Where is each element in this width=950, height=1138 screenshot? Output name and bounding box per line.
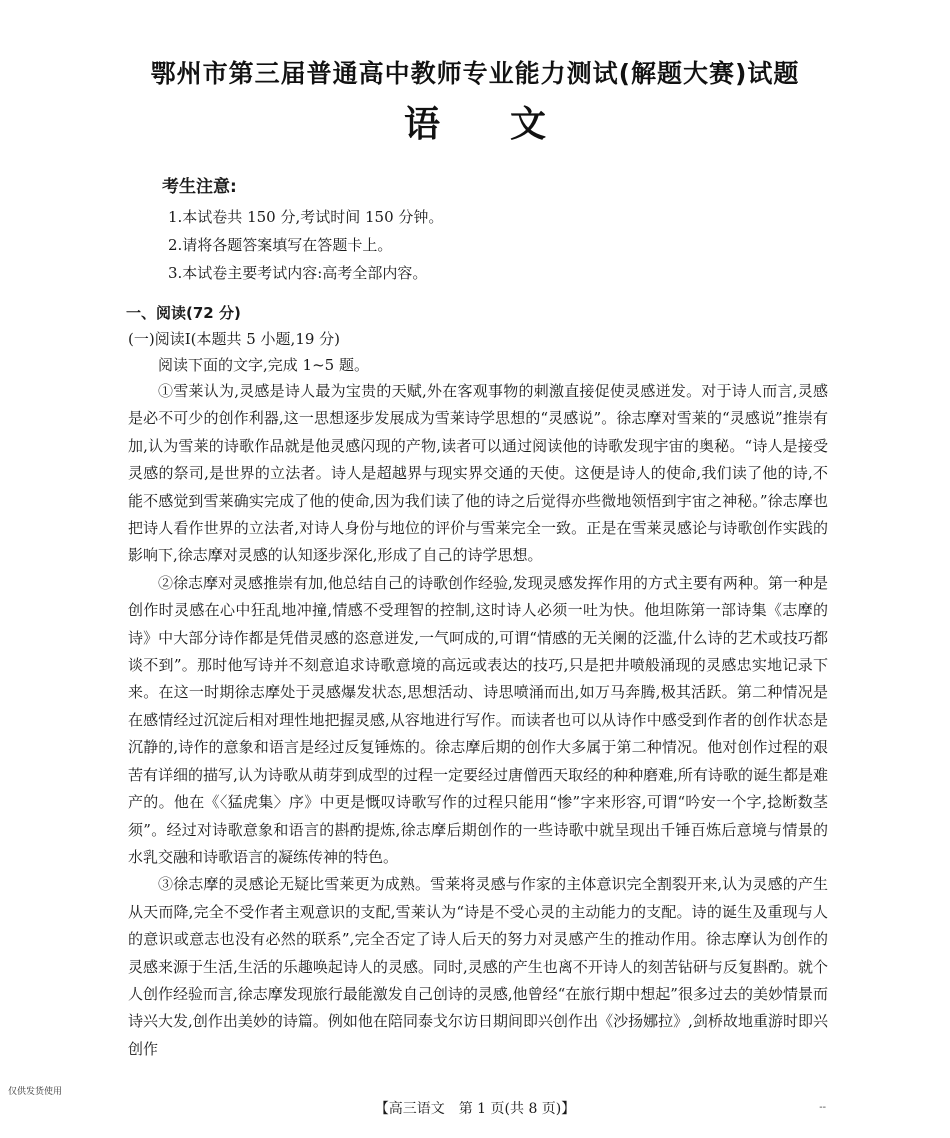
side-note: 仅供发货使用	[8, 1087, 63, 1097]
notice-item: 1.本试卷共 150 分,考试时间 150 分钟。	[168, 208, 444, 226]
subsection-title: (一)阅读Ⅰ(本题共 5 小题,19 分)	[128, 330, 341, 348]
passage-paragraph-2: ②徐志摩对灵感推崇有加,他总结自己的诗歌创作经验,发现灵感发挥作用的方式主要有两种。第一种是创作时灵感在心中狂乱地冲撞,情感不受理智的控制,这时诗人必须一吐为快。他坦陈第一部诗集《志摩的诗》中大部分诗作都是凭借灵感的恣意迸发,一气呵成的,可谓“情感的无关阑的泛滥,什么诗的艺术或技巧都谈不到”。那时他写诗并不刻意追求诗歌意境的高远或表达的技巧,只是把井喷般涌现的灵感忠实地记录下来。在这一时期徐志摩处于灵感爆发状态,思想活动、诗思喷涌而出,如万马奔腾,极其活跃。第二种情况是在感情经过沉淀后相对理性地把握灵感,从容地进行写作。而读者也可以从诗作中感受到作者的创作状态是沉静的,诗作的意象和语言是经过反复锤炼的。徐志摩后期的创作大多属于第二种情况。他对创作过程的艰苦有详细的描写,认为诗歌从萌芽到成型的过程一定要经过唐僧西天取经的种种磨难,所有诗歌的诞生都是难产的。他在《〈猛虎集〉序》中更是慨叹诗歌写作的过程只能用“惨”字来形容,可谓“吟安一个字,捻断数茎须”。经过对诗歌意象和语言的斟酌提炼,徐志摩后期创作的一些诗歌中就呈现出千锤百炼后意境与情景的水乳交融和诗歌语言的凝练传神的特色。	[128, 573, 828, 866]
passage-paragraph-1: ①雪莱认为,灵感是诗人最为宝贵的天赋,外在客观事物的刺激直接促使灵感迸发。对于诗人而言,灵感是必不可少的创作利器,这一思想逐步发展成为雪莱诗学思想的“灵感说”。徐志摩对雪莱的“灵感说”推崇有加,认为雪莱的诗歌作品就是他灵感闪现的产物,读者可以通过阅读他的诗歌发现宇宙的奥秘。“诗人是接受灵感的祭司,是世界的立法者。诗人是超越界与现实界交通的天使。这便是诗人的使命,我们读了他的诗,不能不感觉到雪莱确实完成了他的使命,因为我们读了他的诗之后觉得亦些微地领悟到宇宙之神秘。”徐志摩也把诗人看作世界的立法者,对诗人身份与地位的评价与雪莱完全一致。正是在雪莱灵感论与诗歌创作实践的影响下,徐志摩对灵感的认知逐步深化,形成了自己的诗学思想。	[128, 382, 828, 565]
notice-item: 2.请将各题答案填写在答题卡上。	[168, 236, 393, 254]
subject-title: 语文	[403, 104, 616, 145]
corner-mark: --	[819, 1102, 826, 1113]
notice-item: 3.本试卷主要考试内容:高考全部内容。	[168, 264, 428, 282]
page-footer: 【高三语文 第 1 页(共 8 页)】	[374, 1101, 576, 1117]
passage-paragraph-3: ③徐志摩的灵感论无疑比雪莱更为成熟。雪莱将灵感与作家的主体意识完全割裂开来,认为灵感的产生从天而降,完全不受作者主观意识的支配,雪莱认为“诗是不受心灵的主动能力的支配。诗的诞生及重现与人的意识或意志也没有必然的联系”,完全否定了诗人后天的努力对灵感产生的推动作用。徐志摩认为创作的灵感来源于生活,生活的乐趣唤起诗人的灵感。同时,灵感的产生也离不开诗人的刻苦钻研与反复斟酌。就个人创作经验而言,徐志摩发现旅行最能激发自己创诗的灵感,他曾经“在旅行期中想起”很多过去的美妙情景而诗兴大发,创作出美妙的诗篇。例如他在陪同泰戈尔访日期间即兴创作出《沙扬娜拉》,剑桥故地重游时即兴创作	[128, 875, 828, 1058]
section-title: 一、阅读(72 分)	[126, 304, 241, 322]
reading-section	[128, 300, 828, 1063]
reading-instruction: 阅读下面的文字,完成 1~5 题。	[158, 356, 369, 374]
candidate-notice	[162, 172, 662, 287]
notice-title: 考生注意:	[162, 177, 237, 197]
exam-title: 鄂州市第三届普通高中教师专业能力测试(解题大赛)试题	[150, 59, 800, 88]
